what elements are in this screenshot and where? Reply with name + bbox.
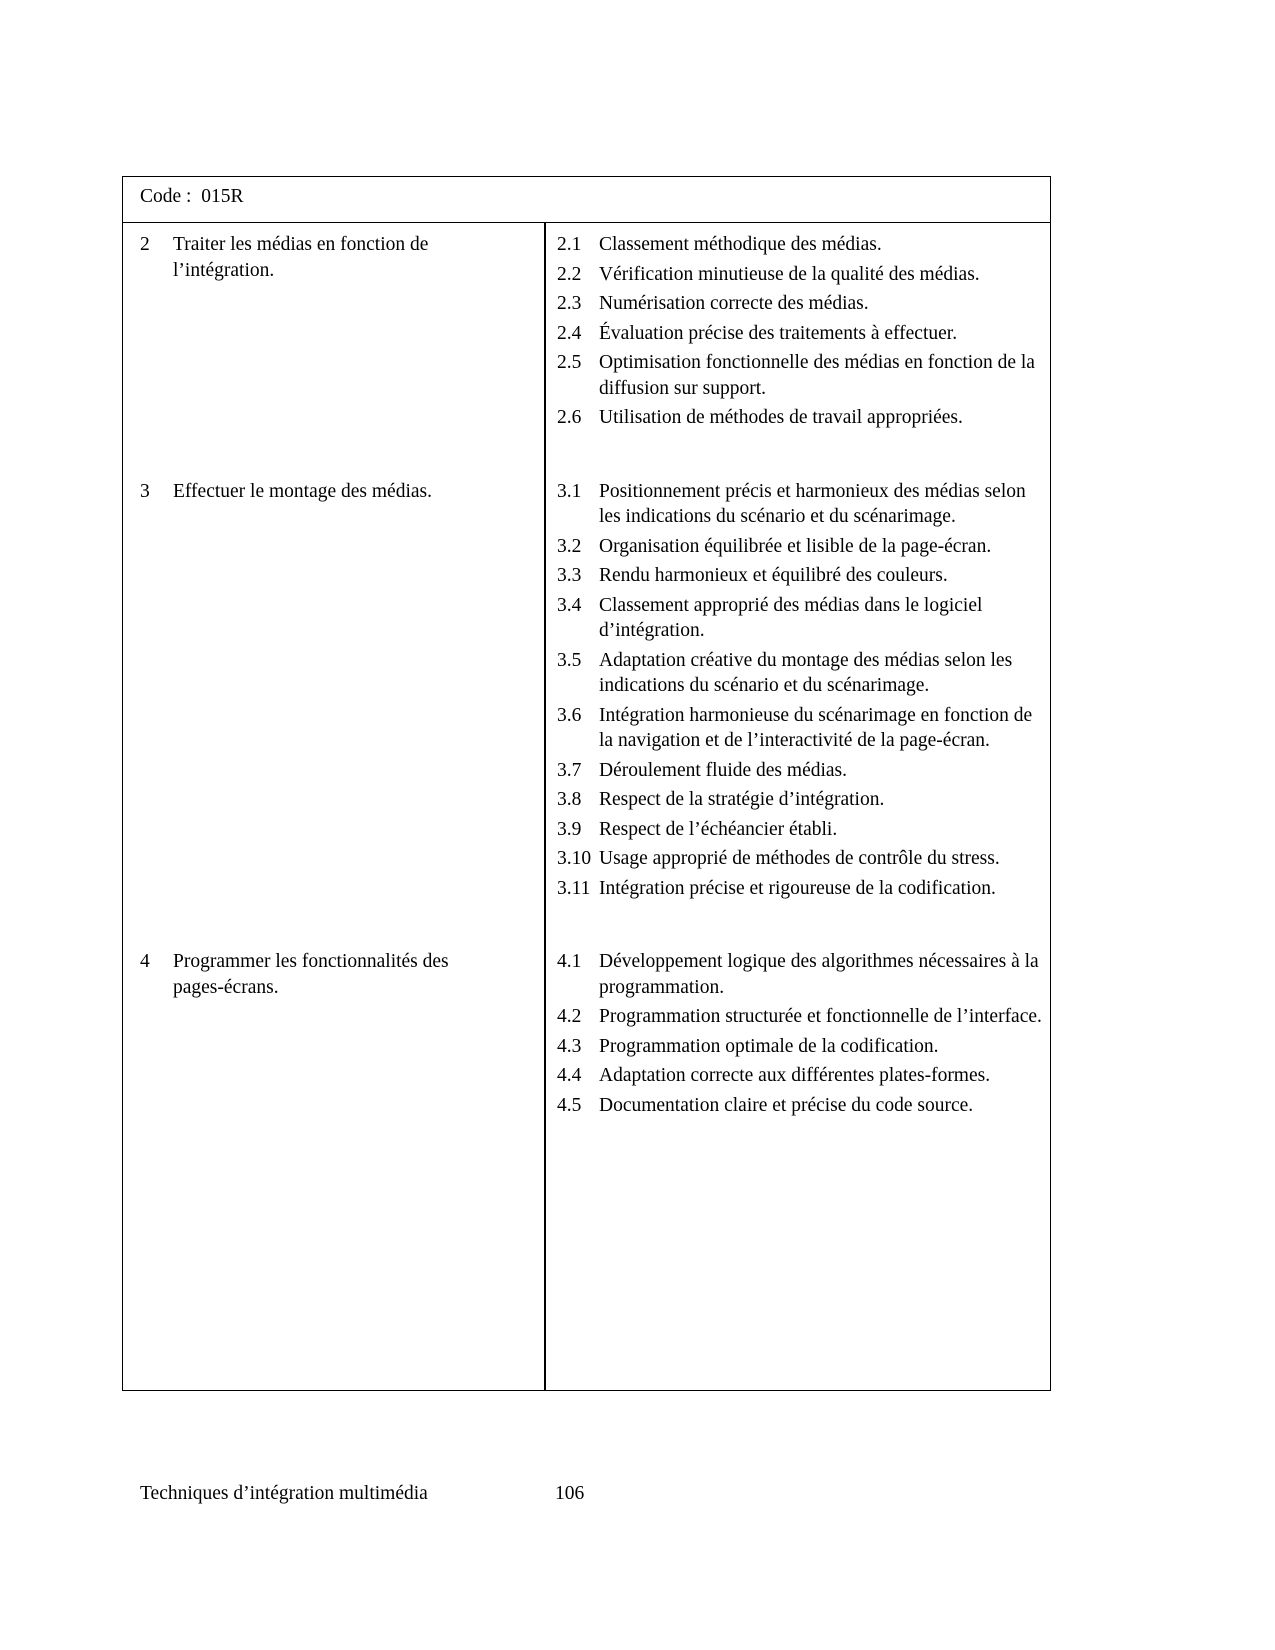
criterion-item [557,405,1042,431]
criterion-item [557,949,1042,1000]
criterion-item [557,593,1042,644]
criterion-text: Développement logique des algorithmes nécessaires à la programmation. [599,951,1039,998]
objective-text: Programmer les fonctionnalités des pages-écrans. [173,951,449,998]
criterion-text: Numérisation correcte des médias. [599,293,869,314]
criterion-text: Évaluation précise des traitements à effectuer. [599,322,958,344]
criterion-item [557,817,1042,843]
criterion-item [557,1093,1042,1119]
objective-cell [123,949,546,1000]
objective-number: 3 [140,480,150,502]
criterion-number: 4.3 [557,1035,582,1057]
criterion-text: Intégration harmonieuse du scénarimage en fonction de la navigation et de l’interactivité de la page-écran. [599,704,1033,751]
criterion-item [557,350,1042,401]
criterion-item [557,262,1042,288]
criterion-item [557,787,1042,813]
criterion-item [557,846,1042,872]
criterion-text: Adaptation correcte aux différentes plates-formes. [599,1065,991,1086]
criterion-item [557,1004,1042,1030]
objective-cell [123,479,546,505]
objective-number: 2 [140,234,150,255]
table-body-rows [123,232,1050,1122]
criterion-item [557,1063,1042,1089]
criterion-item [557,534,1042,560]
criterion-number: 2.1 [557,234,582,255]
criterion-item [557,1034,1042,1060]
footer-title: Techniques d’intégration multimédia [140,1483,428,1504]
criterion-item [557,321,1042,347]
criterion-item [557,648,1042,699]
criterion-text: Programmation optimale de la codification. [599,1035,939,1057]
criterion-text: Organisation équilibrée et lisible de la page-écran. [599,535,992,557]
criterion-item [557,876,1042,902]
criterion-number: 2.3 [557,293,582,314]
criterion-text: Respect de la stratégie d’intégration. [599,789,885,810]
column-divider [544,223,546,1390]
criterion-number: 3.5 [557,649,582,671]
criterion-item [557,703,1042,754]
objective-number: 4 [140,951,150,972]
criterion-number: 3.7 [557,759,582,781]
criterion-number: 2.5 [557,352,582,373]
objective-text: Effectuer le montage des médias. [173,480,432,502]
page-number: 106 [555,1483,585,1504]
criterion-text: Classement approprié des médias dans le logiciel d’intégration. [599,594,983,641]
objectives-table [122,223,1051,1391]
criterion-item [557,232,1042,258]
criterion-text: Positionnement précis et harmonieux des médias selon les indications du scénario et du scénarimage. [599,480,1026,527]
criterion-number: 4.5 [557,1094,582,1116]
criterion-text: Classement méthodique des médias. [599,234,882,255]
criterion-text: Intégration précise et rigoureuse de la codification. [599,877,996,899]
criterion-item [557,291,1042,317]
criterion-number: 3.8 [557,789,582,810]
criterion-text: Usage approprié de méthodes de contrôle du stress. [599,848,1000,869]
criterion-text: Optimisation fonctionnelle des médias en fonction de la diffusion sur support. [599,352,1035,399]
criterion-number: 3.1 [557,480,582,502]
code-label: Code : 015R [140,186,244,207]
criterion-number: 2.4 [557,322,582,344]
criterion-text: Rendu harmonieux et équilibré des couleurs. [599,565,948,586]
criterion-number: 3.6 [557,704,582,726]
criterion-number: 2.2 [557,263,582,285]
criterion-text: Adaptation créative du montage des médias selon les indications du scénario et du scénarimage. [599,649,1013,696]
criterion-text: Utilisation de méthodes de travail appropriées. [599,407,963,428]
criterion-text: Vérification minutieuse de la qualité des médias. [599,263,980,285]
criterion-text: Déroulement fluide des médias. [599,759,848,781]
criterion-text: Programmation structurée et fonctionnelle de l’interface. [599,1006,1042,1027]
criteria-list [546,479,1050,906]
criterion-number: 4.1 [557,951,582,972]
criterion-number: 3.9 [557,818,582,840]
criteria-list [546,949,1050,1122]
table-row [123,232,1050,435]
criterion-text: Documentation claire et précise du code source. [599,1094,974,1116]
objective-cell [123,232,546,283]
table-row [123,949,1050,1122]
criterion-number: 3.2 [557,535,582,557]
criterion-number: 3.4 [557,594,582,616]
objective-text: Traiter les médias en fonction de l’intégration. [173,234,429,281]
criterion-item [557,563,1042,589]
criterion-text: Respect de l’échéancier établi. [599,818,838,840]
criterion-number: 3.3 [557,565,582,586]
criterion-item [557,758,1042,784]
criterion-number: 4.4 [557,1065,582,1086]
criterion-number: 3.10 [557,848,592,869]
table-row [123,479,1050,906]
criterion-number: 2.6 [557,407,582,428]
criterion-item [557,479,1042,530]
criteria-list [546,232,1050,435]
criterion-number: 3.11 [557,877,591,899]
document-page [122,176,1051,1391]
criterion-number: 4.2 [557,1006,582,1027]
code-header-box [122,176,1051,223]
